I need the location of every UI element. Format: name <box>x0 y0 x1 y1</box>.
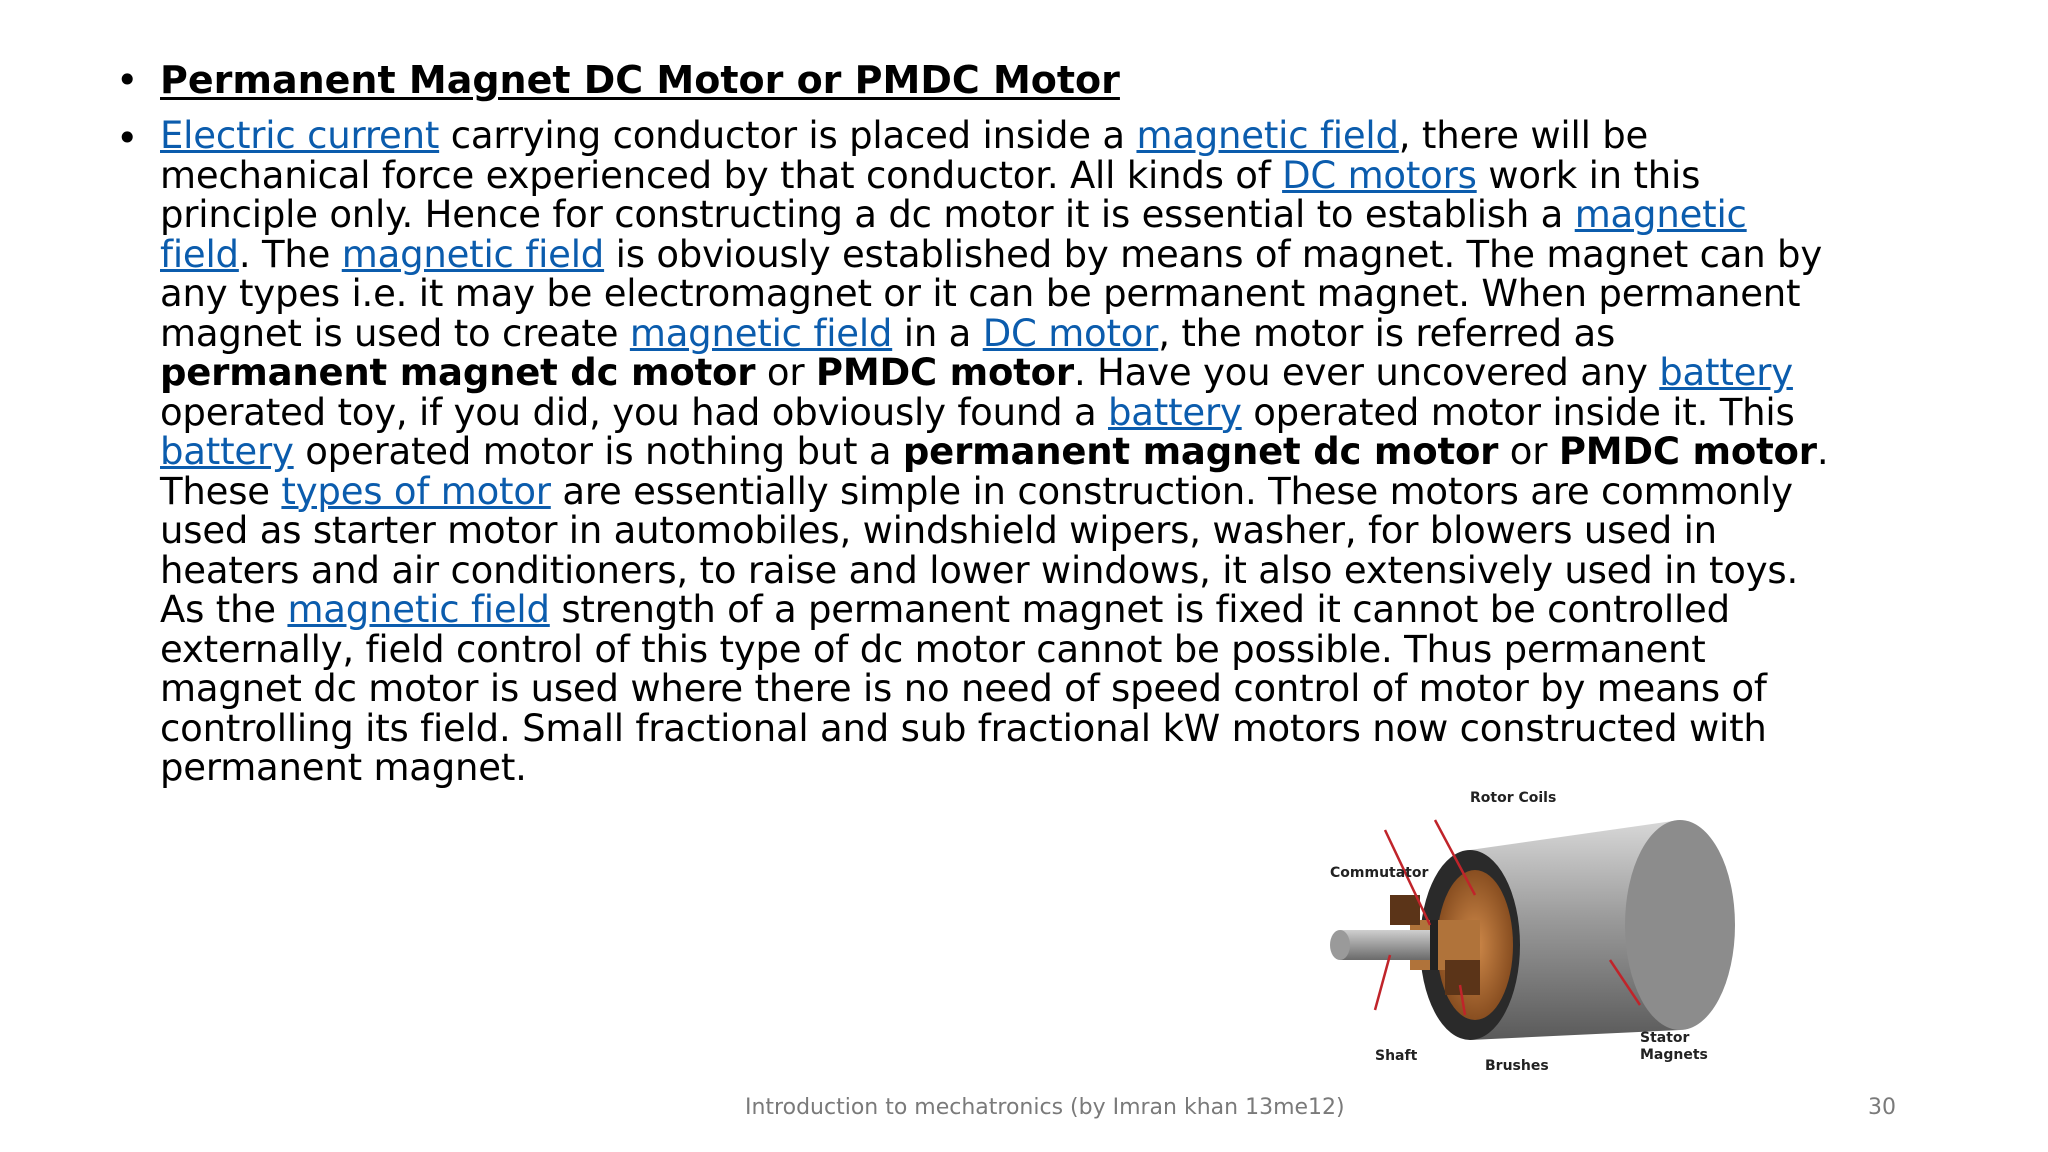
paragraph-bold: PMDC motor <box>1558 430 1817 473</box>
paragraph-text: . The <box>238 232 342 276</box>
paragraph-link[interactable]: types of motor <box>281 469 551 513</box>
paragraph-link[interactable]: DC motors <box>1282 153 1477 197</box>
paragraph-link[interactable]: magnetic field <box>341 232 605 276</box>
brush-bottom <box>1445 960 1480 995</box>
bullet-list <box>110 58 1830 802</box>
paragraph-text: or <box>755 351 816 394</box>
paragraph-link[interactable]: battery <box>1108 390 1242 434</box>
page-number: 30 <box>1868 1095 1896 1120</box>
paragraph-text: . These <box>160 430 1829 513</box>
paragraph-link[interactable]: battery <box>1659 351 1793 394</box>
motor-diagram <box>1310 780 1760 1100</box>
paragraph-link[interactable]: magnetic field <box>629 311 893 355</box>
paragraph-text: , there will be mechanical force experienced by that conductor. All kinds of <box>160 114 1649 197</box>
paragraph-link[interactable]: magnetic field <box>160 193 1747 276</box>
label-brushes: Brushes <box>1485 1058 1549 1074</box>
paragraph-text: operated motor inside it. This <box>1241 390 1795 434</box>
paragraph-text: . Have you ever uncovered any <box>1073 351 1660 394</box>
paragraph-text: in a <box>892 311 983 355</box>
label-commutator: Commutator <box>1330 865 1429 881</box>
paragraph-bold: permanent magnet dc motor <box>160 351 756 394</box>
brush-top <box>1390 895 1420 925</box>
paragraph-text: is obviously established by means of magnet. The magnet can by any types i.e. it may be electromagnet or it can be permanent magnet. When permanent magnet is used to create <box>160 232 1823 355</box>
label-rotor-coils: Rotor Coils <box>1470 790 1557 806</box>
paragraph-link[interactable]: magnetic field <box>287 588 550 631</box>
paragraph-text: operated toy, if you did, you had obviously found a <box>160 390 1109 434</box>
label-magnets: Magnets <box>1640 1047 1708 1063</box>
paragraph-bold: PMDC motor <box>815 351 1074 394</box>
paragraph-text: or <box>1498 430 1559 473</box>
paragraph-link[interactable]: DC motor <box>982 311 1159 355</box>
body-paragraph <box>160 116 1830 788</box>
housing-end <box>1625 820 1735 1030</box>
paragraph-text: operated motor is nothing but a <box>293 430 903 473</box>
bullet-marker: • <box>116 116 139 160</box>
paragraph-text: work in this principle only. Hence for constructing a dc motor it is essential to establish a <box>160 153 1701 236</box>
paragraph-link[interactable]: magnetic field <box>1136 114 1399 157</box>
paragraph-bold: permanent magnet dc motor <box>902 430 1499 473</box>
shaft <box>1340 930 1430 960</box>
bullet-paragraph <box>110 116 1830 788</box>
paragraph-link[interactable]: battery <box>160 430 294 473</box>
paragraph-text: strength of a permanent magnet is fixed it cannot be controlled externally, field control of this type of dc motor cannot be possible. Thus permanent magnet dc motor is used where there is no need of speed control of motor by means of controlling its field. Small fractional and sub fractional kW motors now constructed with permanent magnet. <box>160 588 1767 789</box>
paragraph-text: carrying conductor is placed inside a <box>439 114 1137 157</box>
paragraph-text: are essentially simple in construction. These motors are commonly used as starter motor in automobiles, windshield wipers, washer, for blowers used in heaters and air conditioners, to raise and lower windows, it also extensively used in toys. As the <box>160 469 1799 631</box>
label-shaft: Shaft <box>1375 1048 1418 1064</box>
bullet-marker: • <box>116 58 139 102</box>
label-stator: Stator <box>1640 1030 1690 1046</box>
slide-footer: Introduction to mechatronics (by Imran khan 13me12) <box>745 1095 1345 1120</box>
slide-heading: Permanent Magnet DC Motor or PMDC Motor <box>160 58 1120 102</box>
paragraph-text: , the motor is referred as <box>1158 311 1616 355</box>
bullet-heading <box>110 58 1830 102</box>
paragraph-link[interactable]: Electric current <box>160 114 440 157</box>
